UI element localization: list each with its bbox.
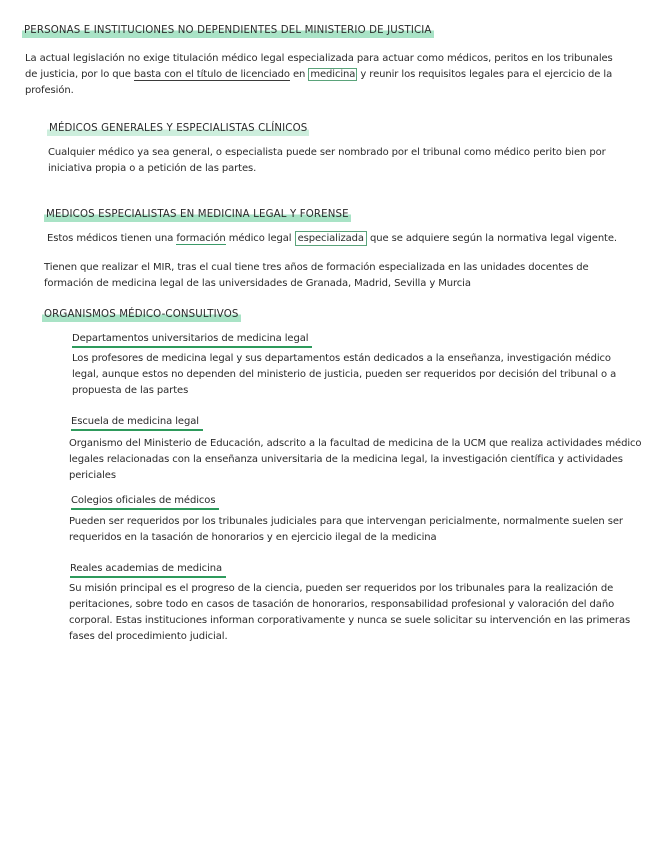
item-2-line-3: periciales bbox=[69, 470, 116, 481]
item-2-line-1: Organismo del Ministerio de Educación, adscrito a la facultad de medicina de la UCM que realiza actividades médico bbox=[69, 438, 642, 449]
section-3-title: MEDICOS ESPECIALISTAS EN MEDICINA LEGAL Y FORENSE bbox=[46, 209, 349, 220]
item-2-title: Escuela de medicina legal bbox=[71, 416, 199, 427]
section-1-line-2: de justicia, por lo que basta con el título de licenciado en medicina y reunir los requisitos legales para el ejercicio de la bbox=[25, 69, 613, 80]
section-2-title-wrap bbox=[47, 122, 309, 136]
underlined-word: formación bbox=[176, 233, 226, 244]
item-4-title: Reales academias de medicina bbox=[70, 563, 223, 574]
item-4-paragraph bbox=[69, 581, 649, 645]
section-3-paragraph-1 bbox=[47, 231, 647, 247]
item-4-line-3: corporal. Estas instituciones informan corporativamente y nunca se suele solicitar su intervención en las primeras bbox=[69, 615, 631, 626]
section-3-paragraph-2 bbox=[44, 260, 644, 292]
item-3-paragraph bbox=[69, 514, 649, 546]
item-1-title: Departamentos universitarios de medicina legal bbox=[72, 333, 309, 344]
section-1-line-1: La actual legislación no exige titulación médico legal especializada para actuar como médicos, peritos en los tribunales bbox=[25, 53, 613, 64]
item-2-title-wrap bbox=[71, 415, 199, 429]
section-4-title-wrap bbox=[42, 308, 241, 322]
item-4-title-wrap bbox=[70, 562, 222, 576]
item-3-title-wrap bbox=[71, 494, 215, 508]
section-1-title-wrap bbox=[22, 24, 434, 38]
item-1-paragraph bbox=[72, 351, 642, 399]
section-2-line-2: iniciativa propia o a petición de las partes. bbox=[48, 163, 257, 174]
item-3-line-1: Pueden ser requeridos por los tribunales judiciales para que intervengan pericialmente, normalmente suelen ser bbox=[69, 516, 623, 527]
item-2-paragraph bbox=[69, 436, 649, 484]
section-1-title: PERSONAS E INSTITUCIONES NO DEPENDIENTES DEL MINISTERIO DE JUSTICIA bbox=[24, 25, 432, 36]
section-2-title: MÉDICOS GENERALES Y ESPECIALISTAS CLÍNICOS bbox=[49, 123, 308, 134]
section-2-paragraph bbox=[48, 145, 648, 177]
section-3-title-wrap bbox=[44, 208, 351, 222]
section-1-paragraph bbox=[25, 51, 635, 99]
section-3-line-1: Estos médicos tienen una formación médico legal especializada que se adquiere según la normativa legal vigente. bbox=[47, 233, 618, 244]
section-3-p2-line-1: Tienen que realizar el MIR, tras el cual tiene tres años de formación especializada en las unidades docentes de bbox=[44, 262, 589, 273]
boxed-word: especializada bbox=[295, 231, 367, 246]
boxed-word: medicina bbox=[310, 69, 356, 80]
item-1-title-wrap bbox=[72, 332, 308, 346]
item-4-line-1: Su misión principal es el progreso de la ciencia, pueden ser requeridos por los tribunales para la realización de bbox=[69, 583, 614, 594]
item-3-title: Colegios oficiales de médicos bbox=[71, 495, 216, 506]
item-1-line-1: Los profesores de medicina legal y sus departamentos están dedicados a la enseñanza, investigación médico bbox=[72, 353, 611, 364]
item-1-line-3: propuesta de las partes bbox=[72, 385, 189, 396]
item-4-line-4: fases del procedimiento judicial. bbox=[69, 631, 228, 642]
item-1-line-2: legal, aunque estos no dependen del ministerio de justicia, pueden ser requeridos por decisión del tribunal o a bbox=[72, 369, 617, 380]
section-2-line-1: Cualquier médico ya sea general, o especialista puede ser nombrado por el tribunal como médico perito bien por bbox=[48, 147, 606, 158]
section-1-line-3: profesión. bbox=[25, 85, 74, 96]
underlined-phrase: basta con el título de licenciado bbox=[133, 69, 290, 80]
item-4-line-2: peritaciones, sobre todo en casos de tasación de honorarios, responsabilidad profesional y valoración del daño bbox=[69, 599, 615, 610]
section-4-title: ORGANISMOS MÉDICO-CONSULTIVOS bbox=[44, 309, 239, 320]
section-3-p2-line-2: formación de medicina legal de las universidades de Granada, Madrid, Sevilla y Murcia bbox=[44, 278, 471, 289]
item-2-line-2: legales relacionadas con la enseñanza universitaria de la medicina legal, la investigación científica y actividades bbox=[69, 454, 623, 465]
item-3-line-2: requeridos en la tasación de honorarios y en ejercicio ilegal de la medicina bbox=[69, 532, 437, 543]
